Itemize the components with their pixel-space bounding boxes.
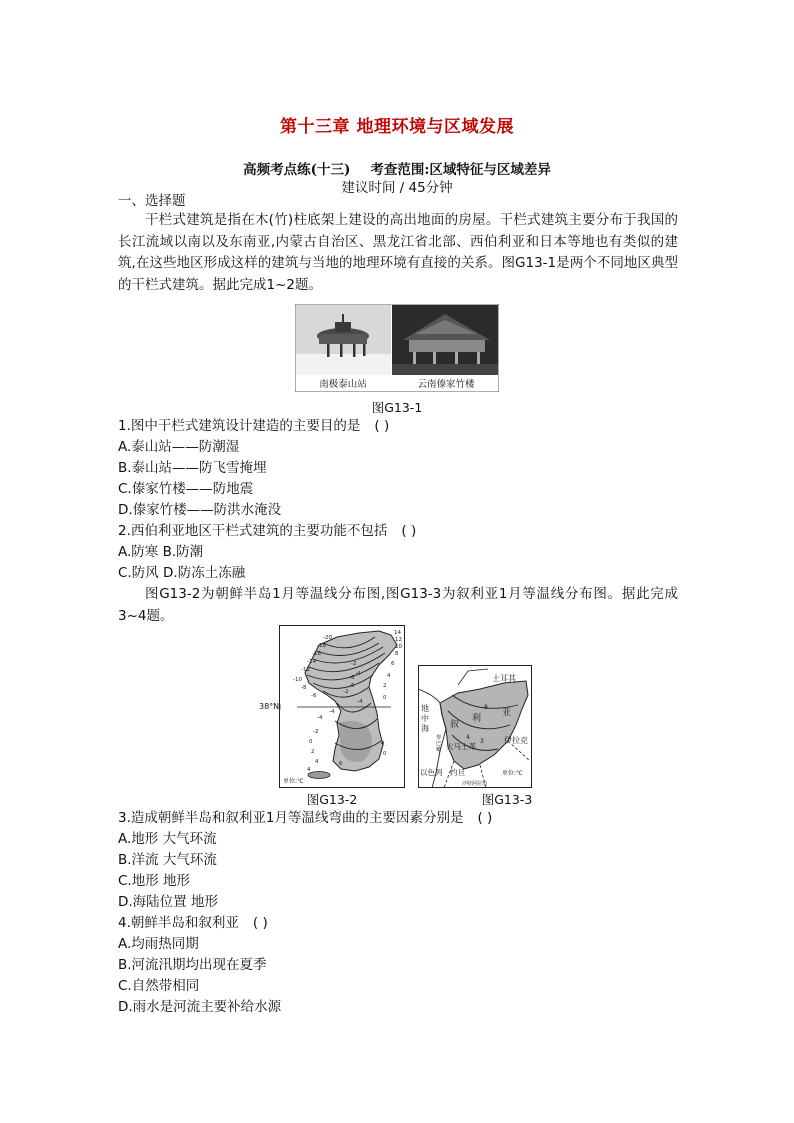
svg-text:-6: -6 (349, 675, 355, 681)
svg-text:利: 利 (472, 714, 482, 724)
practice-heading (0, 158, 794, 178)
svg-text:-2: -2 (351, 661, 357, 667)
svg-text:-12: -12 (301, 667, 310, 673)
question-1 (118, 416, 389, 437)
practice-scope: 考查范围:区域特征与区域差异 (370, 162, 551, 178)
svg-text:沙特阿拉伯: 沙特阿拉伯 (462, 781, 488, 787)
svg-text:-18: -18 (317, 643, 326, 649)
q4-option-d: D.雨水是河流主要补给水源 (118, 999, 282, 1015)
figure-g13-2-caption: 图G13-2 (306, 792, 358, 807)
svg-text:叙: 叙 (450, 720, 460, 730)
svg-text:地: 地 (421, 704, 429, 713)
svg-text:以色列: 以色列 (420, 768, 443, 777)
svg-text:2: 2 (311, 749, 315, 755)
svg-text:12: 12 (395, 637, 402, 643)
q3-option-a: A.地形 大气环流 (118, 831, 217, 847)
figure-g13-3 (418, 665, 532, 788)
svg-text:大马士革: 大马士革 (446, 742, 476, 751)
svg-text:10: 10 (395, 644, 402, 650)
taishan-label: 南极泰山站 (319, 379, 367, 390)
svg-text:-2: -2 (313, 729, 319, 735)
answer-blank: ( ) (401, 523, 417, 539)
q1-option-b: B.泰山站——防飞雪掩埋 (118, 460, 267, 476)
chapter-title: 第十三章 地理环境与区域发展 (280, 117, 514, 137)
svg-text:-14: -14 (307, 659, 316, 665)
question-1-stem: 1.图中干栏式建筑设计建造的主要目的是 (118, 418, 361, 434)
svg-text:2: 2 (383, 683, 387, 689)
jeju-island (308, 772, 330, 779)
answer-blank: ( ) (477, 810, 493, 826)
figure-g13-1 (295, 304, 499, 392)
q4-option-a: A.均雨热同期 (118, 936, 199, 952)
svg-text:亚: 亚 (502, 708, 512, 718)
svg-text:6: 6 (391, 661, 395, 667)
svg-text:中: 中 (421, 714, 429, 723)
q2-options-cd: C.防风 D.防冻土冻融 (118, 565, 246, 581)
passage-2: 图G13-2为朝鲜半岛1月等温线分布图,图G13-3为叙利亚1月等温线分布图。据此完成3~4题。 (118, 586, 678, 624)
svg-text:-8: -8 (301, 685, 307, 691)
q3-option-b: B.洋流 大气环流 (118, 852, 217, 868)
q4-option-b: B.河流汛期均出现在夏季 (118, 957, 267, 973)
unit-label: 单位:℃ (283, 778, 304, 785)
suggested-time: 建议时间 / 45分钟 (341, 180, 453, 196)
svg-text:4: 4 (315, 759, 319, 765)
question-2-stem: 2.西伯利亚地区干栏式建筑的主要功能不包括 (118, 523, 388, 539)
question-4 (118, 913, 268, 934)
question-2 (118, 521, 416, 542)
svg-text:-4: -4 (355, 671, 361, 677)
svg-text:-4: -4 (329, 709, 335, 715)
figure-g13-3-caption: 图G13-3 (481, 792, 533, 807)
svg-text:8: 8 (395, 651, 399, 657)
svg-text:-20: -20 (323, 635, 332, 641)
q4-option-c: C.自然带相同 (118, 978, 200, 994)
svg-text:4: 4 (307, 767, 311, 773)
svg-text:0: 0 (383, 695, 387, 701)
svg-text:6: 6 (339, 761, 343, 767)
svg-text:海: 海 (421, 724, 429, 733)
svg-text:4: 4 (381, 741, 385, 747)
figure-g13-1-caption: 图G13-1 (371, 400, 423, 415)
svg-text:黎: 黎 (436, 735, 442, 741)
syria-isotherm-map (418, 665, 532, 788)
question-3 (118, 808, 492, 829)
section-heading: 一、选择题 (118, 193, 186, 209)
answer-blank: ( ) (252, 915, 268, 931)
svg-text:巴: 巴 (436, 741, 442, 747)
q2-options-ab: A.防寒 B.防潮 (118, 544, 204, 560)
svg-text:-4: -4 (317, 715, 323, 721)
svg-text:-2: -2 (343, 689, 349, 695)
passage-1: 干栏式建筑是指在木(竹)柱底架上建设的高出地面的房屋。干栏式建筑主要分布于我国的长江流域以南以及东南亚,内蒙古自治区、黑龙江省北部、西伯利亚和日本等地也有类似的建筑,在这些地区形成这样的建筑与当地的地理环境有直接的关系。图G13-1是两个不同地区典型的干栏式建筑。据此完成1~2题。 (118, 212, 678, 293)
q1-option-a: A.泰山站——防潮湿 (118, 439, 240, 455)
q1-option-d: D.傣家竹楼——防洪水淹没 (118, 502, 282, 518)
question-3-stem: 3.造成朝鲜半岛和叙利亚1月等温线弯曲的主要因素分别是 (118, 810, 464, 826)
svg-text:土耳其: 土耳其 (492, 674, 516, 683)
svg-text:-16: -16 (312, 651, 321, 657)
answer-blank: ( ) (374, 418, 390, 434)
svg-text:约旦: 约旦 (450, 768, 465, 777)
svg-text:-6: -6 (349, 683, 355, 689)
dai-house-label: 云南傣家竹楼 (417, 379, 475, 390)
svg-text:0: 0 (309, 739, 313, 745)
svg-text:-10: -10 (293, 677, 302, 683)
figure-g13-2 (279, 625, 405, 788)
q3-option-c: C.地形 地形 (118, 873, 191, 889)
svg-text:14: 14 (394, 630, 401, 636)
svg-text:4: 4 (387, 673, 391, 679)
question-4-stem: 4.朝鲜半岛和叙利亚 (118, 915, 239, 931)
svg-text:0: 0 (383, 751, 387, 757)
svg-text:4: 4 (466, 734, 470, 741)
svg-text:嫩: 嫩 (436, 747, 442, 753)
svg-text:单位:℃: 单位:℃ (502, 770, 523, 777)
korea-isotherm-map (279, 625, 405, 788)
svg-text:伊拉克: 伊拉克 (504, 736, 528, 745)
q3-option-d: D.海陆位置 地形 (118, 894, 218, 910)
q1-option-c: C.傣家竹楼——防地震 (118, 481, 254, 497)
practice-name: 高频考点练(十三) (243, 162, 351, 178)
svg-text:-4: -4 (357, 699, 363, 705)
svg-text:3: 3 (480, 738, 484, 745)
latitude-label-outside: 38°N (259, 702, 280, 711)
svg-text:8: 8 (484, 704, 488, 711)
svg-text:-6: -6 (311, 693, 317, 699)
